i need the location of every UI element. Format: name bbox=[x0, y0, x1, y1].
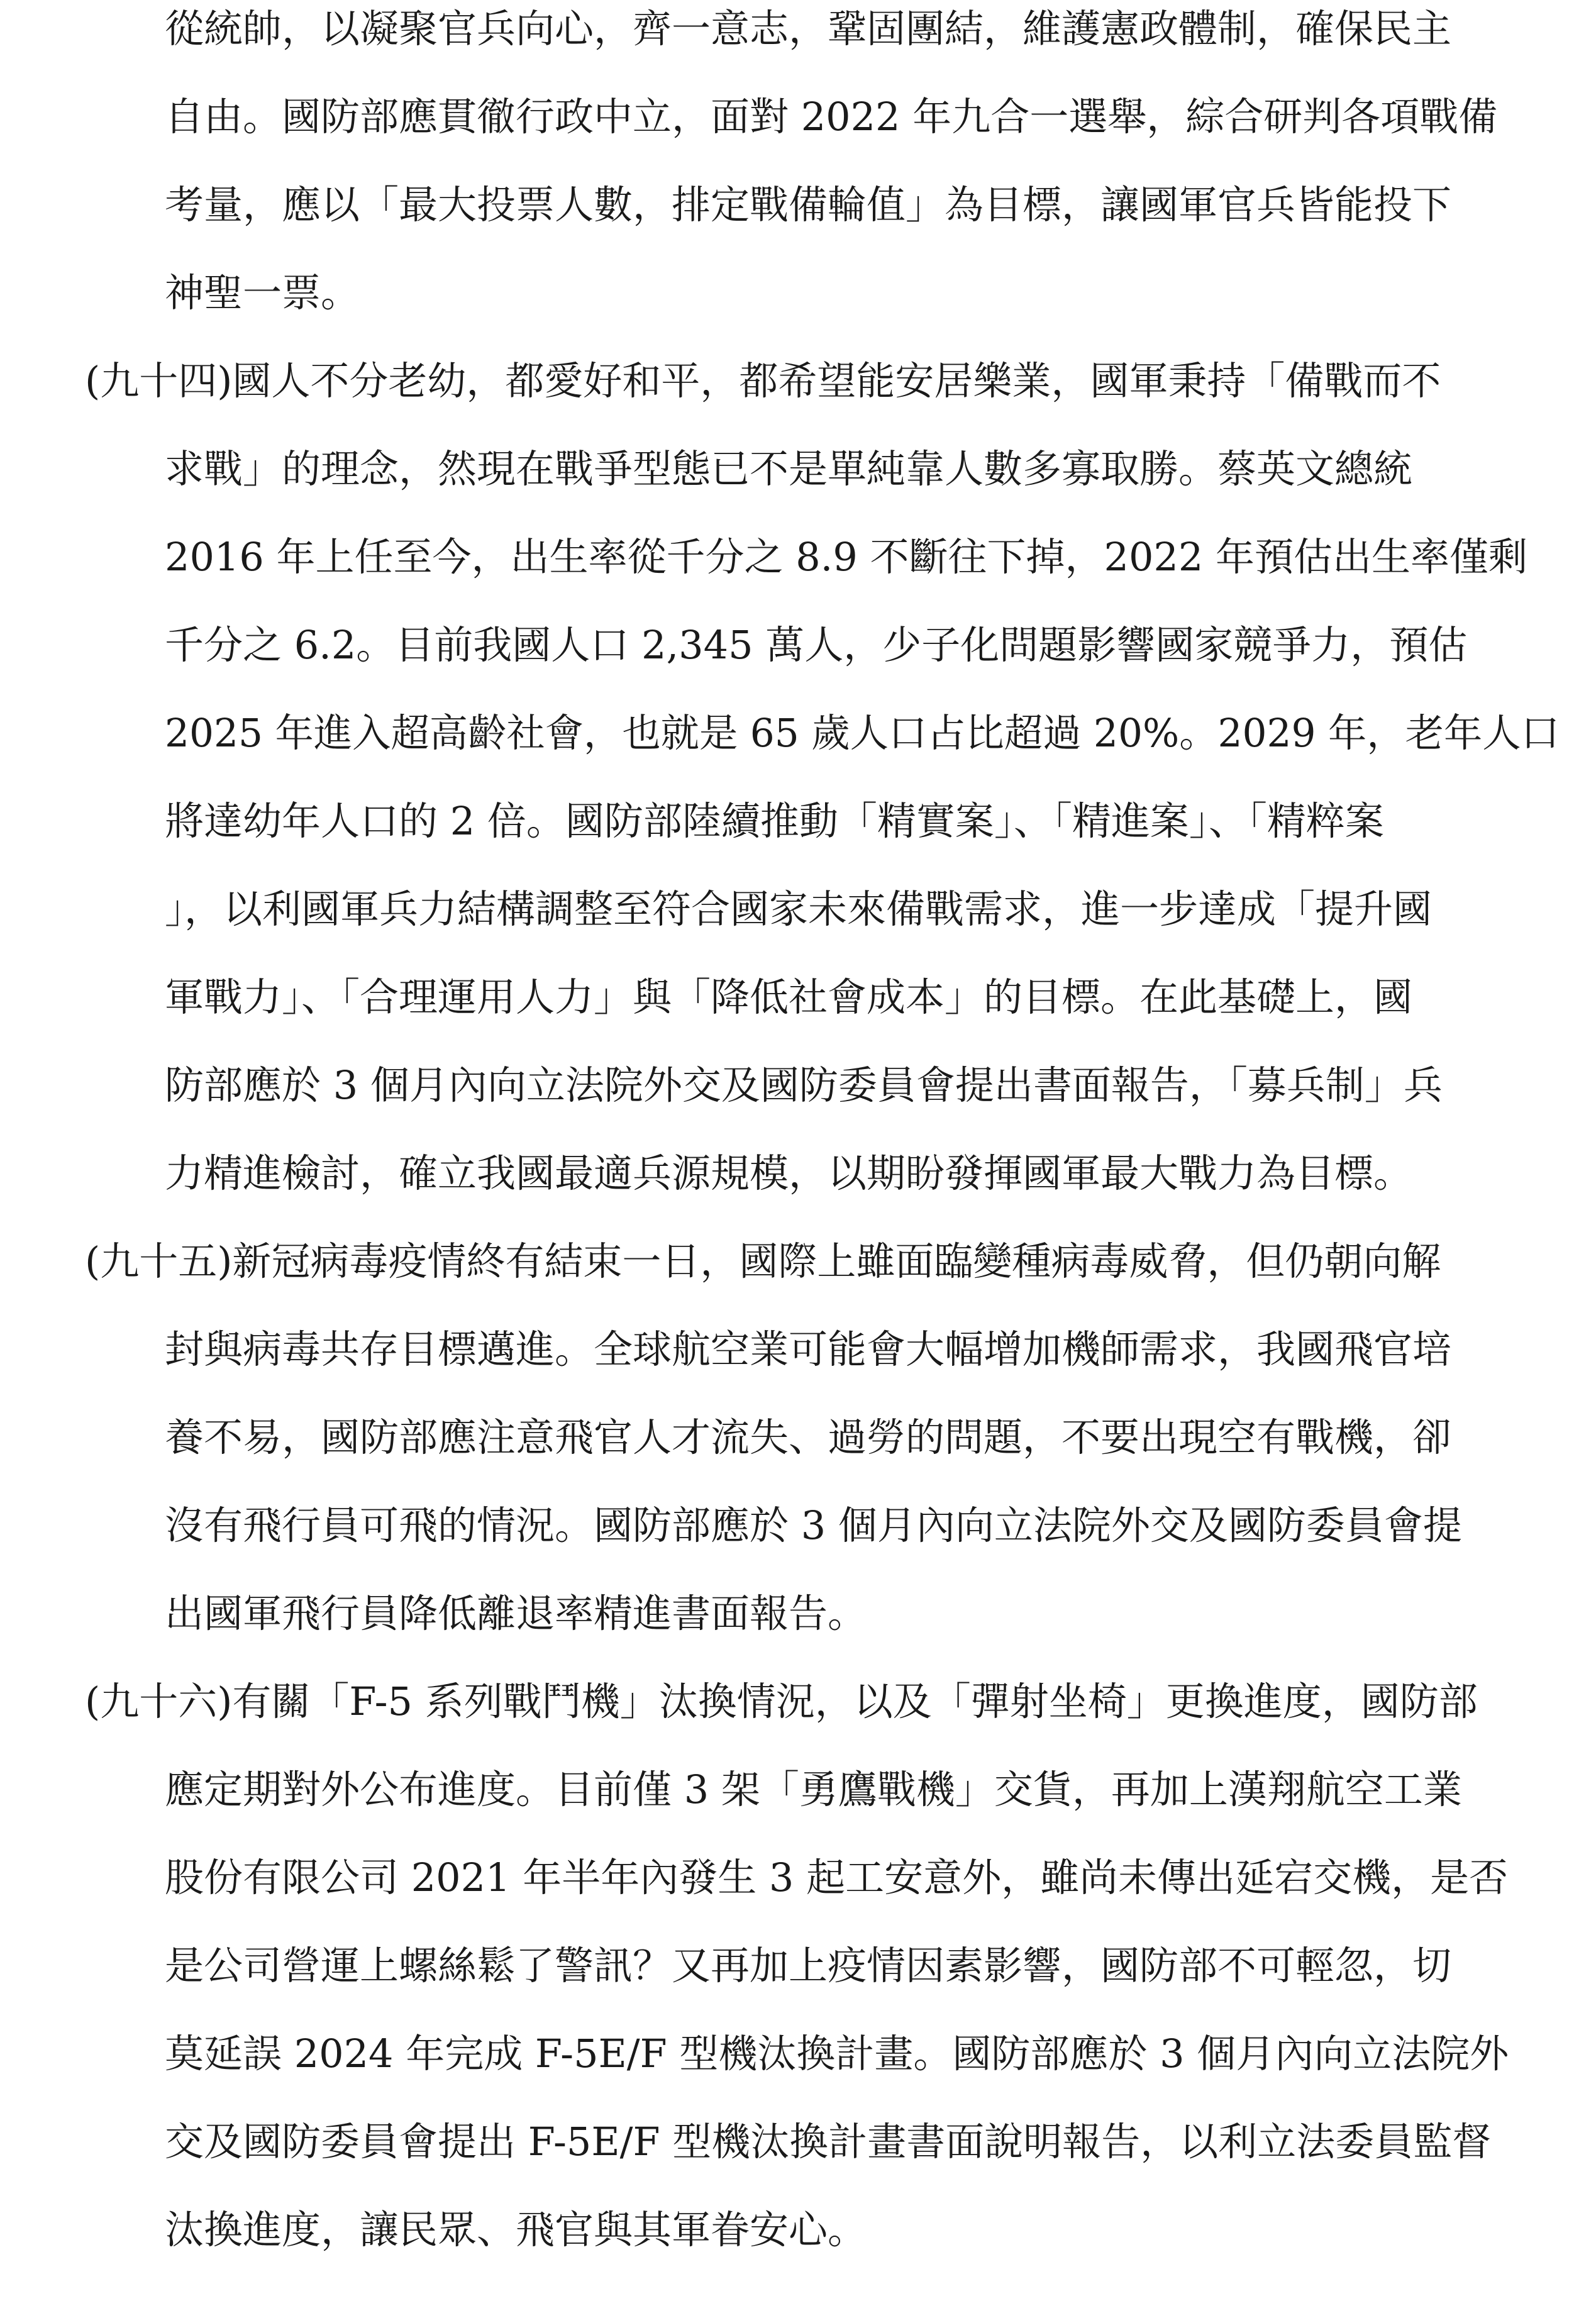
item-94-line: 軍戰力」、「合理運用人力」與「降低社會成本」的目標。在此基礎上，國 bbox=[165, 974, 1413, 1020]
item-94-line: 2016 年上任至今，出生率從千分之 8.9 不斷往下掉，2022 年預估出生率僅剩 bbox=[165, 534, 1528, 580]
item-96-heading-line: (九十六)有關「F-5 系列戰鬥機」汰換情況，以及「彈射坐椅」更換進度，國防部 bbox=[85, 1678, 1478, 1724]
intro-line: 考量，應以「最大投票人數，排定戰備輪值」為目標，讓國軍官兵皆能投下 bbox=[165, 182, 1452, 228]
item-94-line: 」，以利國軍兵力結構調整至符合國家未來備戰需求，進一步達成「提升國 bbox=[165, 886, 1433, 932]
item-94-line: 將達幼年人口的 2 倍。國防部陸續推動「精實案」、「精進案」、「精粹案 bbox=[165, 798, 1384, 844]
item-95-heading-line: (九十五)新冠病毒疫情終有結束一日，國際上雖面臨變種病毒威脅，但仍朝向解 bbox=[85, 1238, 1441, 1284]
item-95-line: 封與病毒共存目標邁進。全球航空業可能會大幅增加機師需求，我國飛官培 bbox=[165, 1326, 1452, 1372]
item-94-line: 2025 年進入超高齡社會，也就是 65 歲人口占比超過 20%。2029 年，老年人口 bbox=[165, 710, 1560, 756]
item-94-line: 千分之 6.2。目前我國人口 2,345 萬人，少子化問題影響國家競爭力，預估 bbox=[165, 622, 1468, 668]
item-96-line: 莫延誤 2024 年完成 F-5E/F 型機汰換計畫。國防部應於 3 個月內向立法院外 bbox=[165, 2031, 1509, 2077]
item-96-line: 股份有限公司 2021 年半年內發生 3 起工安意外，雖尚未傳出延宕交機，是否 bbox=[165, 1855, 1509, 1900]
item-95-line: 沒有飛行員可飛的情況。國防部應於 3 個月內向立法院外交及國防委員會提 bbox=[165, 1502, 1462, 1548]
item-94-heading-line: (九十四)國人不分老幼，都愛好和平，都希望能安居樂業，國軍秉持「備戰而不 bbox=[85, 358, 1441, 404]
item-95-line: 養不易，國防部應注意飛官人才流失、過勞的問題，不要出現空有戰機，卻 bbox=[165, 1414, 1452, 1460]
item-96-line: 應定期對外公布進度。目前僅 3 架「勇鷹戰機」交貨，再加上漢翔航空工業 bbox=[165, 1766, 1462, 1812]
item-96-line: 汰換進度，讓民眾、飛官與其軍眷安心。 bbox=[165, 2207, 867, 2253]
intro-line: 神聖一票。 bbox=[165, 270, 360, 316]
item-94-line: 求戰」的理念，然現在戰爭型態已不是單純靠人數多寡取勝。蔡英文總統 bbox=[165, 446, 1413, 492]
item-96-line: 是公司營運上螺絲鬆了警訊？又再加上疫情因素影響，國防部不可輕忽，切 bbox=[165, 1943, 1452, 1988]
item-95-line: 出國軍飛行員降低離退率精進書面報告。 bbox=[165, 1590, 867, 1636]
item-96-line: 交及國防委員會提出 F-5E/F 型機汰換計畫書面說明報告，以利立法委員監督 bbox=[165, 2119, 1492, 2165]
intro-line: 從統帥，以凝聚官兵向心，齊一意志，鞏固團結，維護憲政體制，確保民主 bbox=[165, 6, 1452, 52]
intro-line: 自由。國防部應貫徹行政中立，面對 2022 年九合一選舉，綜合研判各項戰備 bbox=[165, 94, 1498, 140]
item-94-line: 防部應於 3 個月內向立法院外交及國防委員會提出書面報告，「募兵制」兵 bbox=[165, 1062, 1443, 1108]
item-94-line: 力精進檢討，確立我國最適兵源規模，以期盼發揮國軍最大戰力為目標。 bbox=[165, 1150, 1413, 1196]
